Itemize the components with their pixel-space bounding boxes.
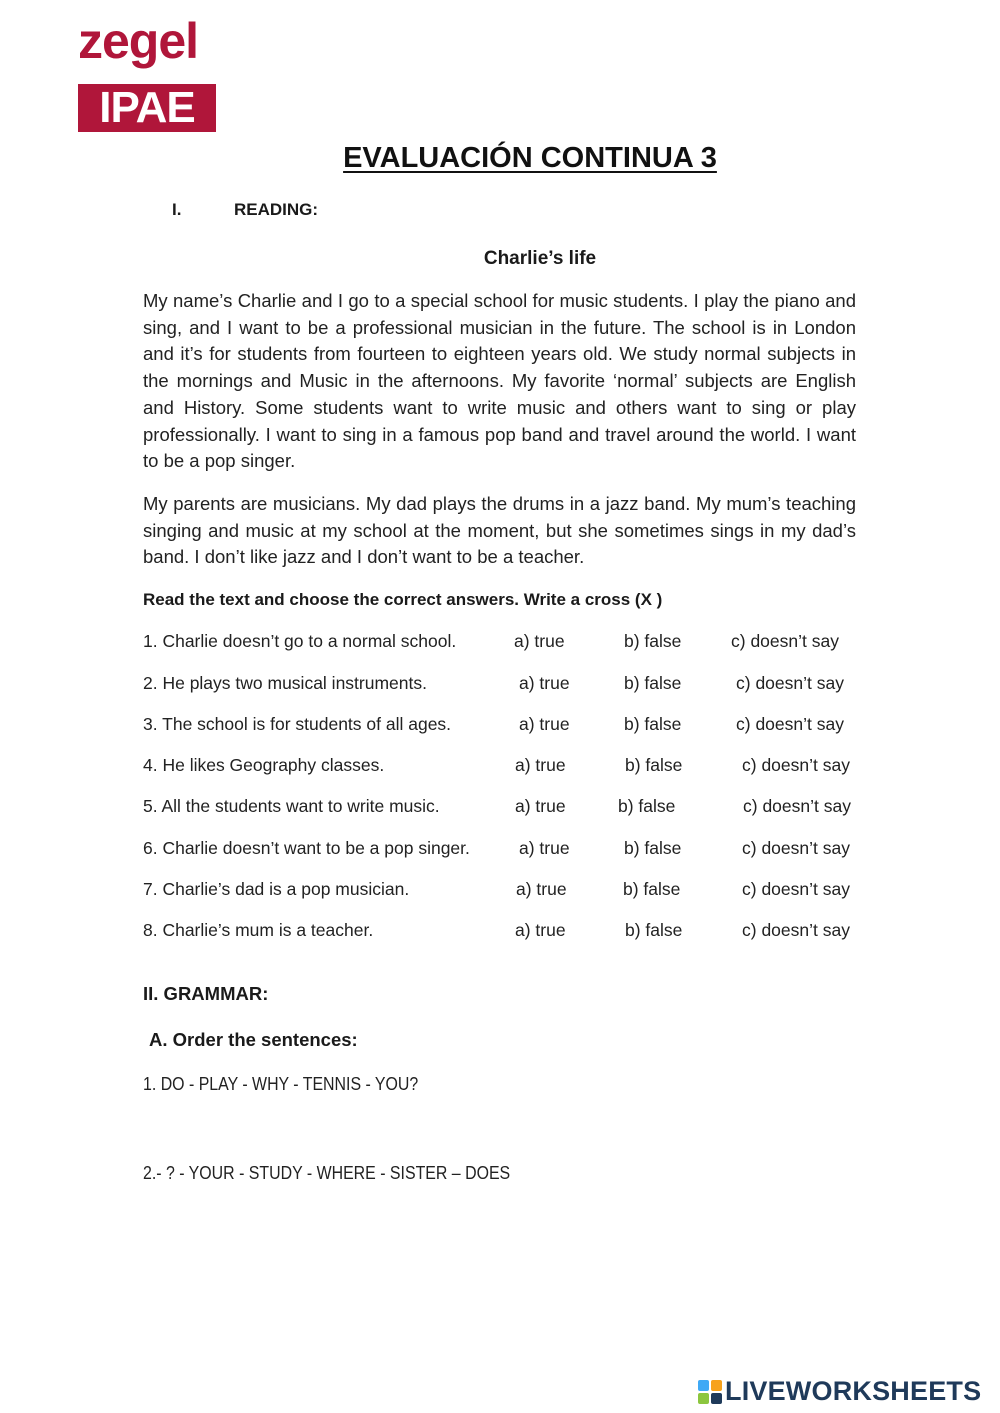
question-7: 7. Charlie’s dad is a pop musician. bbox=[143, 879, 410, 899]
liveworksheets-logo-icon bbox=[698, 1380, 722, 1404]
question-3: 3. The school is for students of all ages. bbox=[143, 714, 452, 734]
order-sentence-1: 1. DO - PLAY - WHY - TENNIS - YOU? bbox=[143, 1073, 419, 1094]
question-3-option-c[interactable]: c) doesn’t say bbox=[736, 714, 844, 734]
question-4: 4. He likes Geography classes. bbox=[143, 755, 385, 775]
question-2-option-a[interactable]: a) true bbox=[519, 673, 570, 693]
instructions: Read the text and choose the correct answers. Write a cross (X ) bbox=[143, 590, 663, 609]
liveworksheets-watermark bbox=[698, 1376, 981, 1407]
order-subheading: A. Order the sentences: bbox=[149, 1029, 358, 1050]
question-8: 8. Charlie’s mum is a teacher. bbox=[143, 920, 374, 940]
question-1: 1. Charlie doesn’t go to a normal school. bbox=[143, 631, 457, 651]
question-8-option-c[interactable]: c) doesn’t say bbox=[742, 920, 850, 940]
watermark-text: LIVEWORKSHEETS bbox=[725, 1376, 982, 1406]
question-6-option-c[interactable]: c) doesn’t say bbox=[742, 838, 850, 858]
question-7-option-c[interactable]: c) doesn’t say bbox=[742, 879, 850, 899]
question-8-option-a[interactable]: a) true bbox=[515, 920, 566, 940]
question-7-option-b[interactable]: b) false bbox=[623, 879, 681, 899]
question-6-option-a[interactable]: a) true bbox=[519, 838, 570, 858]
question-1-option-a[interactable]: a) true bbox=[514, 631, 565, 651]
story-paragraph-2: My parents are musicians. My dad plays the drums in a jazz band. My mum’s teaching singing and music at my school at the moment, but she sometimes sings in my dad’s band. I don’t like jazz and I don’t want to be a teacher. bbox=[143, 493, 856, 568]
order-sentence-2: 2.- ? - YOUR - STUDY - WHERE - SISTER – DOES bbox=[143, 1162, 511, 1183]
question-8-option-b[interactable]: b) false bbox=[625, 920, 683, 940]
section-number: I. bbox=[172, 200, 182, 219]
question-5-option-b[interactable]: b) false bbox=[618, 796, 676, 816]
question-4-option-c[interactable]: c) doesn’t say bbox=[742, 755, 850, 775]
story-paragraph-1: My name’s Charlie and I go to a special school for music students. I play the piano and sing, and I want to be a professional musician in the future. The school is in London and it’s for students from fourteen to eighteen years old. We study normal subjects in the mornings and Music in the afternoons. My favorite ‘normal’ subjects are English and History. Some students want to write music and others want to sing or play professionally. I want to sing in a famous pop band and travel around the world. I want to be a pop singer. bbox=[143, 290, 856, 472]
question-2-option-c[interactable]: c) doesn’t say bbox=[736, 673, 844, 693]
question-4-option-b[interactable]: b) false bbox=[625, 755, 683, 775]
question-7-option-a[interactable]: a) true bbox=[516, 879, 567, 899]
question-3-option-a[interactable]: a) true bbox=[519, 714, 570, 734]
logo-ipae: IPAE bbox=[78, 84, 216, 132]
story-title: Charlie’s life bbox=[483, 248, 597, 269]
question-5-option-a[interactable]: a) true bbox=[515, 796, 566, 816]
question-5-option-c[interactable]: c) doesn’t say bbox=[743, 796, 851, 816]
question-1-option-b[interactable]: b) false bbox=[624, 631, 682, 651]
question-2-option-b[interactable]: b) false bbox=[624, 673, 682, 693]
question-6-option-b[interactable]: b) false bbox=[624, 838, 682, 858]
question-4-option-a[interactable]: a) true bbox=[515, 755, 566, 775]
question-3-option-b[interactable]: b) false bbox=[624, 714, 682, 734]
section-heading: READING: bbox=[234, 200, 319, 219]
logo-zegel: zegel bbox=[78, 13, 199, 69]
question-1-option-c[interactable]: c) doesn’t say bbox=[731, 631, 839, 651]
page-title: EVALUACIÓN CONTINUA 3 bbox=[343, 142, 717, 174]
grammar-heading: II. GRAMMAR: bbox=[143, 983, 269, 1004]
question-2: 2. He plays two musical instruments. bbox=[143, 673, 427, 693]
question-5: 5. All the students want to write music. bbox=[143, 796, 440, 816]
question-6: 6. Charlie doesn’t want to be a pop singer. bbox=[143, 838, 470, 858]
